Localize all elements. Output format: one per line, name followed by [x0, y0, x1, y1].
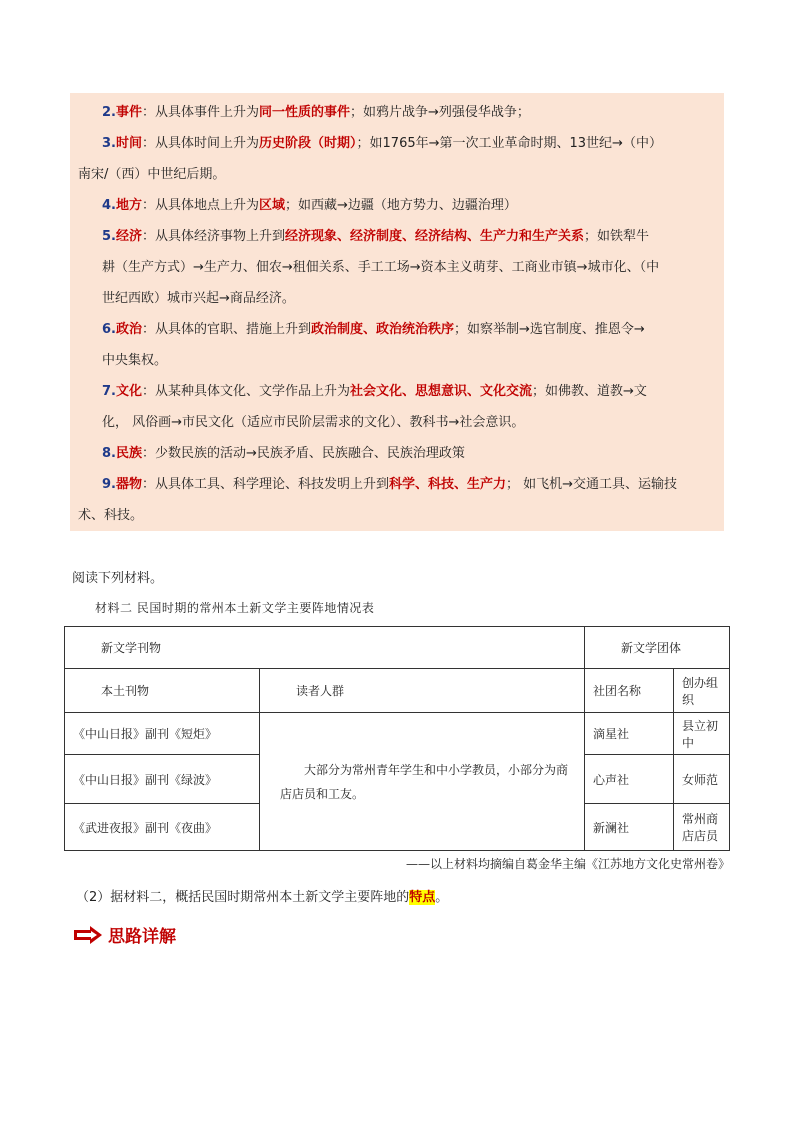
point-9 [78, 469, 714, 500]
point-head: 地方 [115, 198, 142, 213]
org-cell: 县立初中 [674, 713, 730, 755]
point-text: ：从某种具体文化、文学作品上升为 [142, 384, 351, 399]
point-6-cont: 中央集权。 [102, 353, 168, 368]
point-head: 民族 [115, 446, 142, 461]
read-instruction: 阅读下列材料。 [72, 571, 164, 586]
point-number: 6. [102, 322, 116, 337]
point-head: 器物 [115, 477, 142, 492]
point-text: ：从具体事件上升为 [142, 105, 260, 120]
journal-cell: 《中山日报》副刊《短炬》 [65, 713, 260, 755]
point-highlight: 同一性质的事件 [259, 105, 351, 120]
point-text: ：少数民族的活动→民族矛盾、民族融合、民族治理政策 [142, 446, 465, 461]
point-7-cont: 化， 风俗画→市民文化（适应市民阶层需求的文化）、教科书→社会意识。 [102, 415, 525, 430]
point-head: 经济 [115, 229, 142, 244]
table-header-row [65, 627, 730, 669]
table-subheader-row [65, 669, 730, 713]
club-cell: 心声社 [585, 755, 674, 804]
point-text: ：从具体地点上升为 [142, 198, 260, 213]
header-groups: 新文学团体 [585, 627, 730, 669]
point-highlight: 政治制度、政治统治秩序 [311, 322, 455, 337]
point-text: ； 如飞机→交通工具、运输技 [506, 477, 678, 492]
point-number: 3. [102, 136, 116, 151]
point-3 [78, 128, 714, 159]
point-5-cont2: 世纪西欧）城市兴起→商品经济。 [102, 291, 295, 306]
point-number: 5. [102, 229, 116, 244]
org-cell: 常州商店店员 [674, 804, 730, 851]
point-highlight: 社会文化、思想意识、文化交流 [350, 384, 533, 399]
section-title: 思路详解 [108, 927, 176, 947]
point-3-cont: 南宋/（西）中世纪后期。 [78, 167, 226, 182]
point-text: ；如铁犁牛 [584, 229, 650, 244]
table-row [65, 713, 730, 755]
point-highlight: 经济现象、经济制度、经济结构、生产力和生产关系 [285, 229, 585, 244]
source-note: ——以上材料均摘编自葛金华主编《江苏地方文化史常州卷》 [405, 857, 730, 871]
point-text: ；如佛教、道教→文 [532, 384, 647, 399]
point-head: 文化 [115, 384, 142, 399]
arrow-icon [74, 926, 102, 944]
table-caption: 材料二 民国时期的常州本土新文学主要阵地情况表 [95, 601, 375, 615]
point-5 [78, 221, 714, 252]
point-5-cont: 耕（生产方式）→生产力、佃农→租佃关系、手工工场→资本主义萌芽、工商业市镇→城市化、（中 [102, 260, 660, 275]
org-cell: 女师范 [674, 755, 730, 804]
point-highlight: 历史阶段（时期） [259, 136, 357, 151]
point-highlight: 科学、科技、生产力 [389, 477, 507, 492]
section-heading [74, 922, 176, 947]
question-text: （2）据材料二，概括民国时期常州本土新文学主要阵地的 [76, 890, 410, 905]
material-table [64, 626, 730, 851]
col-local-journal: 本土刊物 [65, 669, 260, 713]
journal-cell: 《中山日报》副刊《绿波》 [65, 755, 260, 804]
point-8 [78, 438, 714, 469]
point-text: ：从具体工具、科学理论、科技发明上升到 [142, 477, 390, 492]
point-head: 政治 [115, 322, 142, 337]
point-head: 时间 [115, 136, 142, 151]
point-text: ：从具体的官职、措施上升到 [142, 322, 312, 337]
point-number: 2. [102, 105, 116, 120]
col-club-name: 社团名称 [585, 669, 674, 713]
point-text: ；如西藏→边疆（地方势力、边疆治理） [285, 198, 517, 213]
point-number: 7. [102, 384, 116, 399]
club-cell: 新澜社 [585, 804, 674, 851]
header-journals: 新文学刊物 [65, 627, 585, 669]
question-keyword: 特点 [409, 890, 436, 905]
point-9-cont: 术、科技。 [78, 508, 144, 523]
point-number: 9. [102, 477, 116, 492]
summary-box [70, 93, 724, 531]
point-text: ；如1765年→第一次工业革命时期、13世纪→（中） [356, 136, 662, 151]
readers-cell: 大部分为常州青年学生和中小学教员，小部分为商店店员和工友。 [260, 713, 585, 851]
journal-cell: 《武进夜报》副刊《夜曲》 [65, 804, 260, 851]
club-cell: 滴星社 [585, 713, 674, 755]
point-7 [78, 376, 714, 407]
point-text: ：从具体时间上升为 [142, 136, 260, 151]
point-number: 8. [102, 446, 116, 461]
point-2 [78, 97, 714, 128]
point-highlight: 区域 [259, 198, 286, 213]
point-text: ；如察举制→选官制度、推恩令→ [454, 322, 645, 337]
point-6 [78, 314, 714, 345]
col-readers: 读者人群 [260, 669, 585, 713]
point-number: 4. [102, 198, 116, 213]
point-text: ；如鸦片战争→列强侵华战争； [350, 105, 530, 120]
point-text: ：从具体经济事物上升到 [142, 229, 286, 244]
col-organizer: 创办组织 [674, 669, 730, 713]
point-head: 事件 [115, 105, 142, 120]
question [76, 886, 448, 905]
point-4 [78, 190, 714, 221]
question-end: 。 [435, 890, 449, 905]
